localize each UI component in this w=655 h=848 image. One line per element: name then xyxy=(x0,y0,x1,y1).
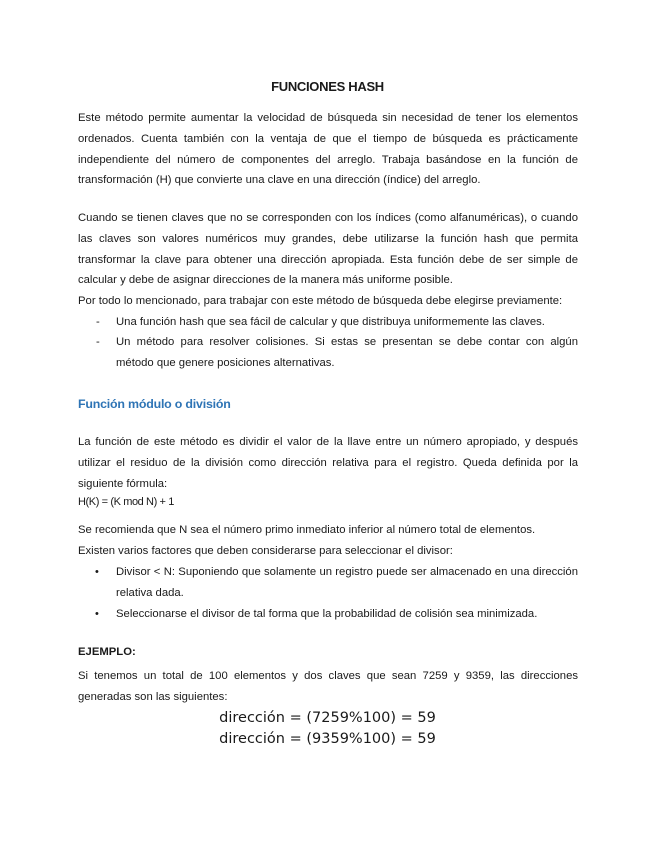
claves-paragraph: Cuando se tienen claves que no se corresponden con los índices (como alfanuméricas), o cuando las claves son valores numéricos muy grandes, debe utilizarse la función hash que permita transformar la clave para obtener una dirección apropiada. Esta función debe de ser simple de calcular y debe de asignar direcciones de la manera más uniforme posible. xyxy=(78,212,578,287)
requirements-intro: Por todo lo mencionado, para trabajar con este método de búsqueda debe elegirse previamente: xyxy=(78,295,563,307)
intro-paragraph: Este método permite aumentar la velocidad de búsqueda sin necesidad de tener los elementos ordenados. Cuenta también con la ventaja de que el tiempo de búsqueda es prácticamente independiente del número de componentes del arreglo. Trabaja basándose en la función de transformación (H) que convierte una clave en una dirección (índice) del arreglo. xyxy=(78,112,578,187)
bullet-icon: • xyxy=(95,566,99,578)
factor-item-collision: Seleccionarse el divisor de tal forma que la probabilidad de colisión sea minimizada. xyxy=(116,608,538,620)
factor-item-divisor: Divisor < N: Suponiendo que solamente un registro puede ser almacenado en una dirección relativa dada. xyxy=(116,566,578,599)
document-title: FUNCIONES HASH xyxy=(271,79,384,94)
requirement-item-collisions: Un método para resolver colisiones. Si estas se presentan se debe contar con algún método que genere posiciones alternativas. xyxy=(116,336,578,369)
example-label: EJEMPLO: xyxy=(78,646,136,658)
list-marker: - xyxy=(96,336,100,348)
list-marker: - xyxy=(96,316,100,328)
hash-formula: H(K) = (K mod N) + 1 xyxy=(78,496,174,508)
requirement-item-hash: Una función hash que sea fácil de calcular y que distribuya uniformemente las claves. xyxy=(116,316,545,328)
recommendation-text: Se recomienda que N sea el número primo inmediato inferior al número total de elementos. xyxy=(78,524,536,536)
factors-intro: Existen varios factores que deben considerarse para seleccionar el divisor: xyxy=(78,545,453,557)
bullet-icon: • xyxy=(95,608,99,620)
equation-line: dirección = (7259%100) = 59 xyxy=(219,710,436,726)
equation-line: dirección = (9359%100) = 59 xyxy=(219,731,436,747)
example-paragraph: Si tenemos un total de 100 elementos y dos claves que sean 7259 y 9359, las direcciones generadas son las siguientes: xyxy=(78,670,578,703)
division-paragraph: La función de este método es dividir el valor de la llave entre un número apropiado, y después utilizar el residuo de la división como dirección relativa para el registro. Queda definida por la siguiente fórmula: xyxy=(78,436,578,490)
section-heading: Función módulo o división xyxy=(78,397,231,411)
